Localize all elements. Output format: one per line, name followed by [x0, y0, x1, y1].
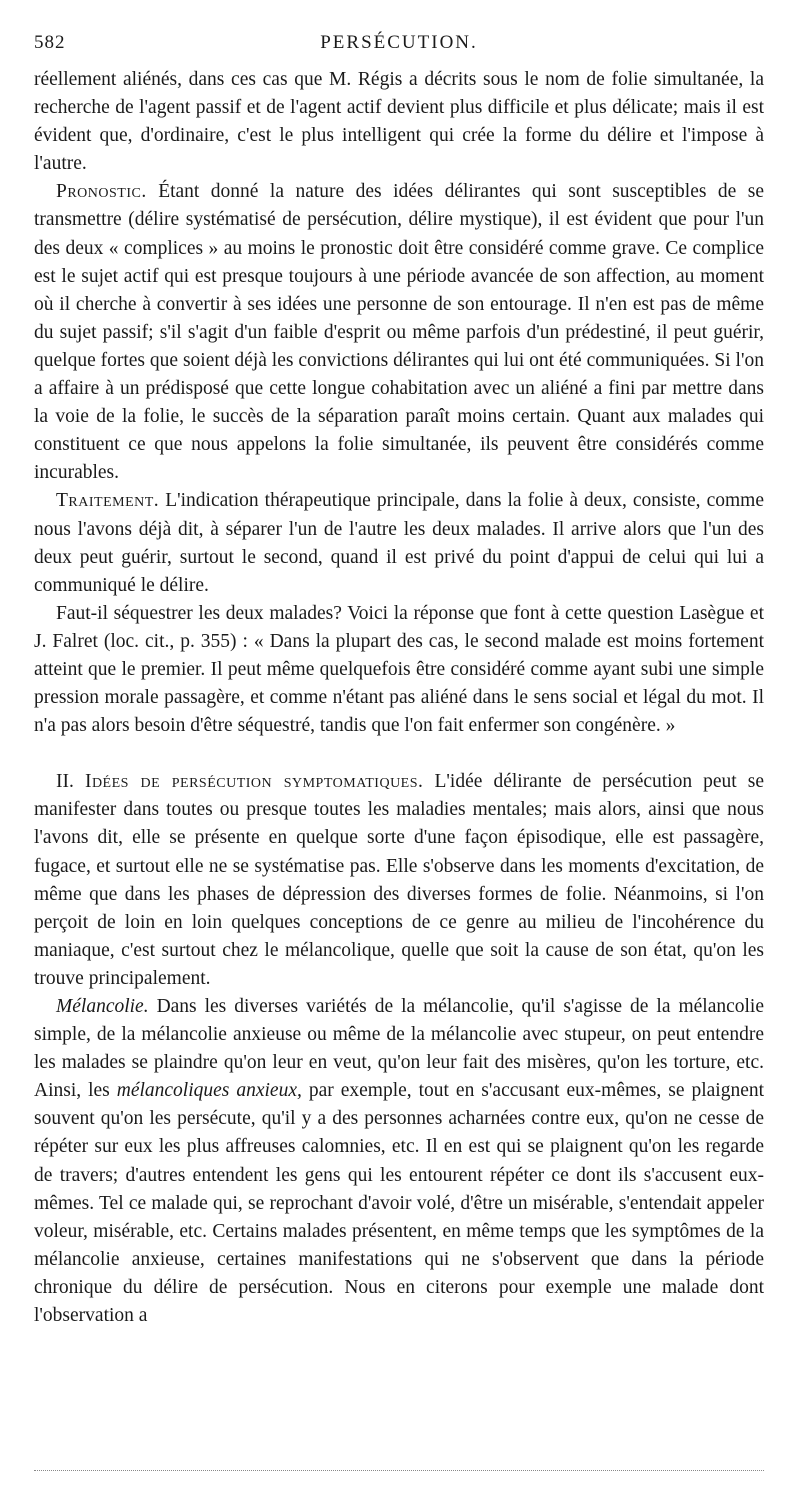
section-2-heading: Idées de persécution symptomatiques. [84, 771, 424, 793]
paragraph-text: L'indication thérapeutique principale, dans la folie à deux, consiste, comme nous l'avons déjà dit, à séparer l'un de l'autre les deux malades. Il arrive alors que l'un des deux peut guérir, surtout le second, quand il est privé du point d'appui de celui qui lui a communiqué le délire. [34, 490, 764, 596]
page-header [34, 32, 764, 66]
paragraph-text: par exemple, tout en s'accusant eux-mêmes, se plaignent souvent qu'on les persécute, qu'il y a des personnes acharnées contre eux, qu'on ne cesse de répéter sur eux les plus affreuses calomnies, etc. Il en est qui se plaignent qu'on les regarde de travers; d'autres entendent les gens qui les entourent répéter ce dont ils s'accusent eux-mêmes. Tel ce malade qui, se reprochant d'avoir volé, d'être un misérable, s'entendait appeler voleur, misérable, etc. Certains malades présentent, en même temps que les symptômes de la mélancolie anxieuse, certaines manifestations qui ne s'observent que dans la période chronique du délire de persécution. Nous en citerons pour exemple une malade dont l'observation a [34, 1080, 765, 1327]
paragraph-text: L'idée délirante de persécution peut se manifester dans toutes ou presque toutes les maladies mentales; mais alors, ainsi que nous l'avons dit, elle se présente en quelque sorte d'une façon épisodique, elle est passagère, fugace, et surtout elle ne se systématise pas. Elle s'observe dans les moments d'excitation, de même que dans les phases de dépression des diverses formes de folie. Néanmoins, si l'on perçoit de loin en loin quelques conceptions de ce genre au milieu de l'incohérence du maniaque, c'est surtout chez le mélancolique, quelle que soit la cause de son état, qu'on les trouve principalement. [34, 771, 765, 989]
section-gap [34, 740, 764, 768]
paragraph-text: réellement aliénés, dans ces cas que M. Régis a décrits sous le nom de folie simultanée, la recherche de l'agent passif et de l'agent actif devient plus difficile et plus délicate; mais il est évident que, d'ordinaire, c'est le plus intelligent qui crée la forme du délire et l'impose à l'autre. [34, 69, 764, 175]
section-2-paragraph [34, 768, 764, 993]
section-numeral: II. [56, 771, 74, 793]
paragraph-text: Dans les diverses variétés de la mélancolie, qu'il s'agisse de la mélancolie simple, de la mélancolie anxieuse ou même de la mélancolie avec stupeur, on peut entendre les malades se plaindre qu'on leur en veut, qu'on leur fait des misères, qu'on les torture, etc. Ainsi, les [34, 996, 764, 1102]
paragraph-lead-pronostic: Pronostic. [56, 181, 147, 203]
running-head: PERSÉCUTION. [320, 32, 478, 53]
paragraph-text: Faut-il séquestrer les deux malades? Voici la réponse que font à cette question Lasègue et J. Falret (loc. cit., p. 355) : « Dans la plupart des cas, le second malade est moins fortement atteint que le premier. Il peut même quelquefois être considéré comme ayant subi une simple pression morale passagère, et comme n'étant pas aliéné dans le sens social et légal du mot. Il n'a pas alors besoin d'être séquestré, tandis que l'on fait enfermer son congénère. » [34, 602, 764, 737]
paragraph-lead-traitement: Traitement. [56, 490, 160, 512]
page-number: 582 [34, 32, 66, 53]
paragraph-text: Étant donné la nature des idées délirantes qui sont susceptibles de se transmettre (délire systématisé de persécution, délire mystique), il est évident que pour l'un des deux « complices » au moins le pronostic doit être considéré comme grave. Ce complice est le sujet actif qui est presque toujours à une période avancée de son affection, au moment où il cherche à convertir à ses idées une personne de son entourage. Il n'en est pas de même du sujet passif; s'il s'agit d'un faible d'esprit ou même parfois d'un prédestiné, il peut guérir, quelque fortes que soient déjà les convictions délirantes qui lui ont été communiquées. Si l'on a affaire à un prédisposé que cette longue cohabitation avec un aliéné a fini par mettre dans la voie de la folie, le succès de la séparation paraît moins certain. Quant aux malades qui constituent ce que nous appelons la folie simultanée, ils peuvent être considérés comme incurables. [34, 181, 764, 484]
paragraph-pronostic [34, 178, 764, 487]
paragraph-lead-melancolie: Mélancolie. [56, 996, 149, 1017]
emphasis-text: mélancoliques anxieux, [116, 1080, 302, 1102]
paragraph-melancolie [34, 993, 764, 1330]
paragraph-sequestration [34, 600, 764, 740]
footer-dotted-rule [34, 1470, 764, 1471]
paragraph-continuation [34, 66, 764, 178]
paragraph-traitement [34, 487, 764, 599]
